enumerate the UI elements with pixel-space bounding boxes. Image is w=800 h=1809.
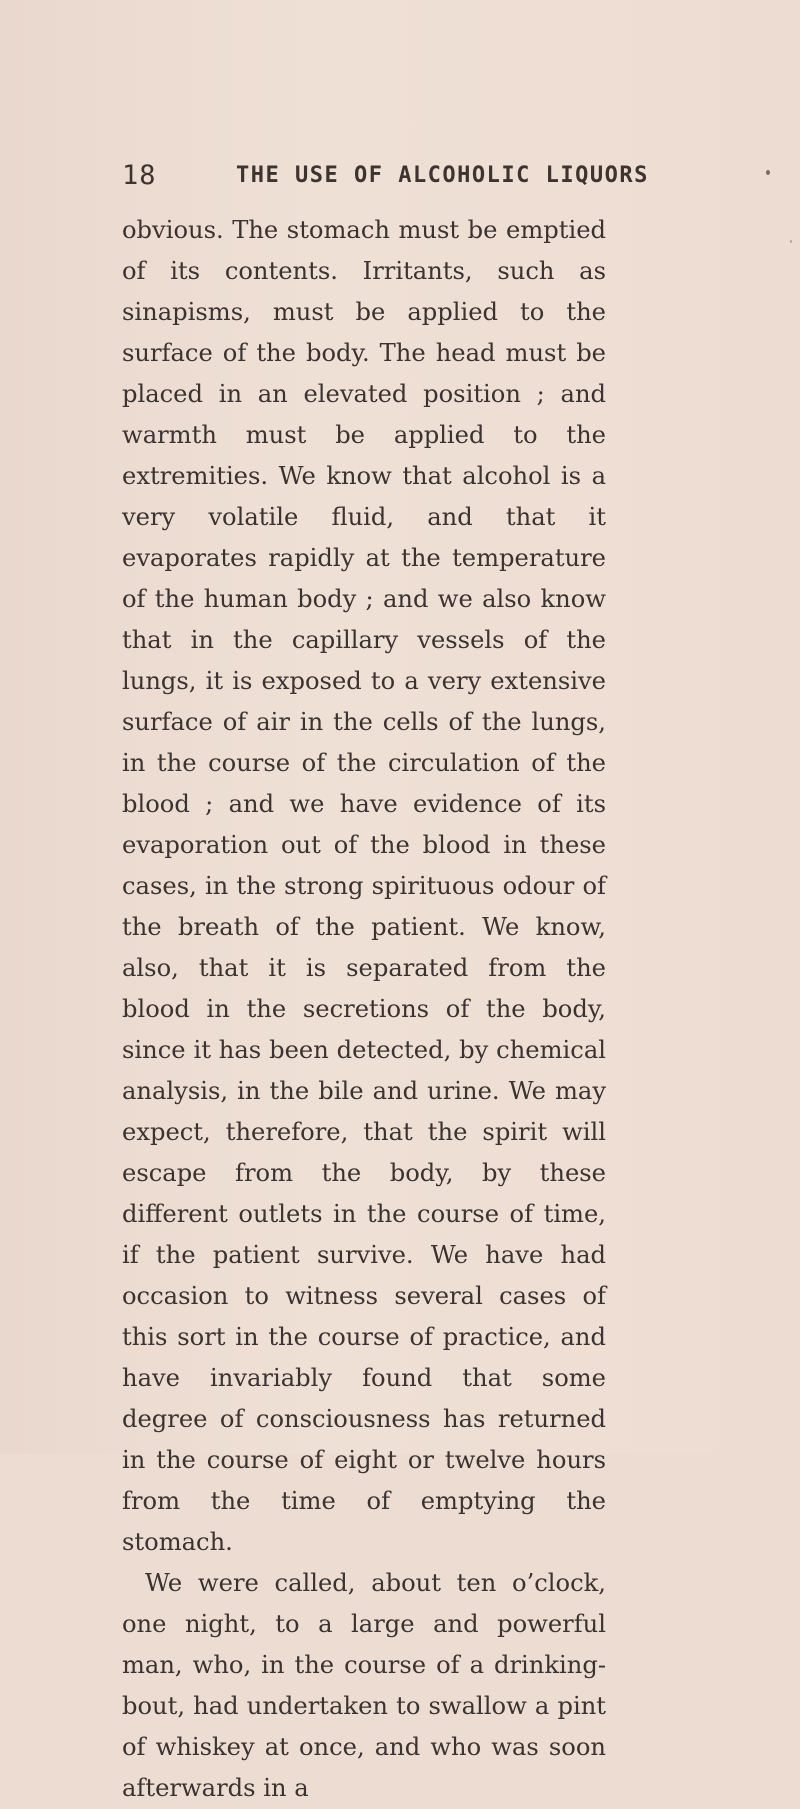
body-text: [122, 210, 606, 1809]
running-head: [122, 160, 742, 200]
paper-speck: [766, 170, 770, 175]
page-number: 18: [122, 160, 157, 191]
paper-speck: [790, 240, 792, 243]
paragraph-2: We were called, about ten o’clock, one night, to a large and powerful man, who, in the course of a drinking-bout, had undertaken to swallow a pint of whiskey at once, and who was soon afterwards in a: [122, 1569, 606, 1802]
paragraph-1: obvious. The stomach must be emptied of its contents. Irritants, such as sinapisms, must be applied to the surface of the body. The head must be placed in an elevated position ; and warmth must be applied to the extremities. We know that alcohol is a very volatile fluid, and that it evaporates rapidly at the temperature of the human body ; and we also know that in the capillary vessels of the lungs, it is exposed to a very extensive surface of air in the cells of the lungs, in the course of the circulation of the blood ; and we have evidence of its evaporation out of the blood in these cases, in the strong spirituous odour of the breath of the patient. We know, also, that it is separated from the blood in the secretions of the body, since it has been detected, by chemical analysis, in the bile and urine. We may expect, therefore, that the spirit will escape from the body, by these different outlets in the course of time, if the patient survive. We have had occasion to witness several cases of this sort in the course of practice, and have invariably found that some degree of consciousness has returned in the course of eight or twelve hours from the time of emptying the stomach.: [122, 216, 606, 1556]
running-title: THE USE OF ALCOHOLIC LIQUORS: [236, 163, 649, 188]
